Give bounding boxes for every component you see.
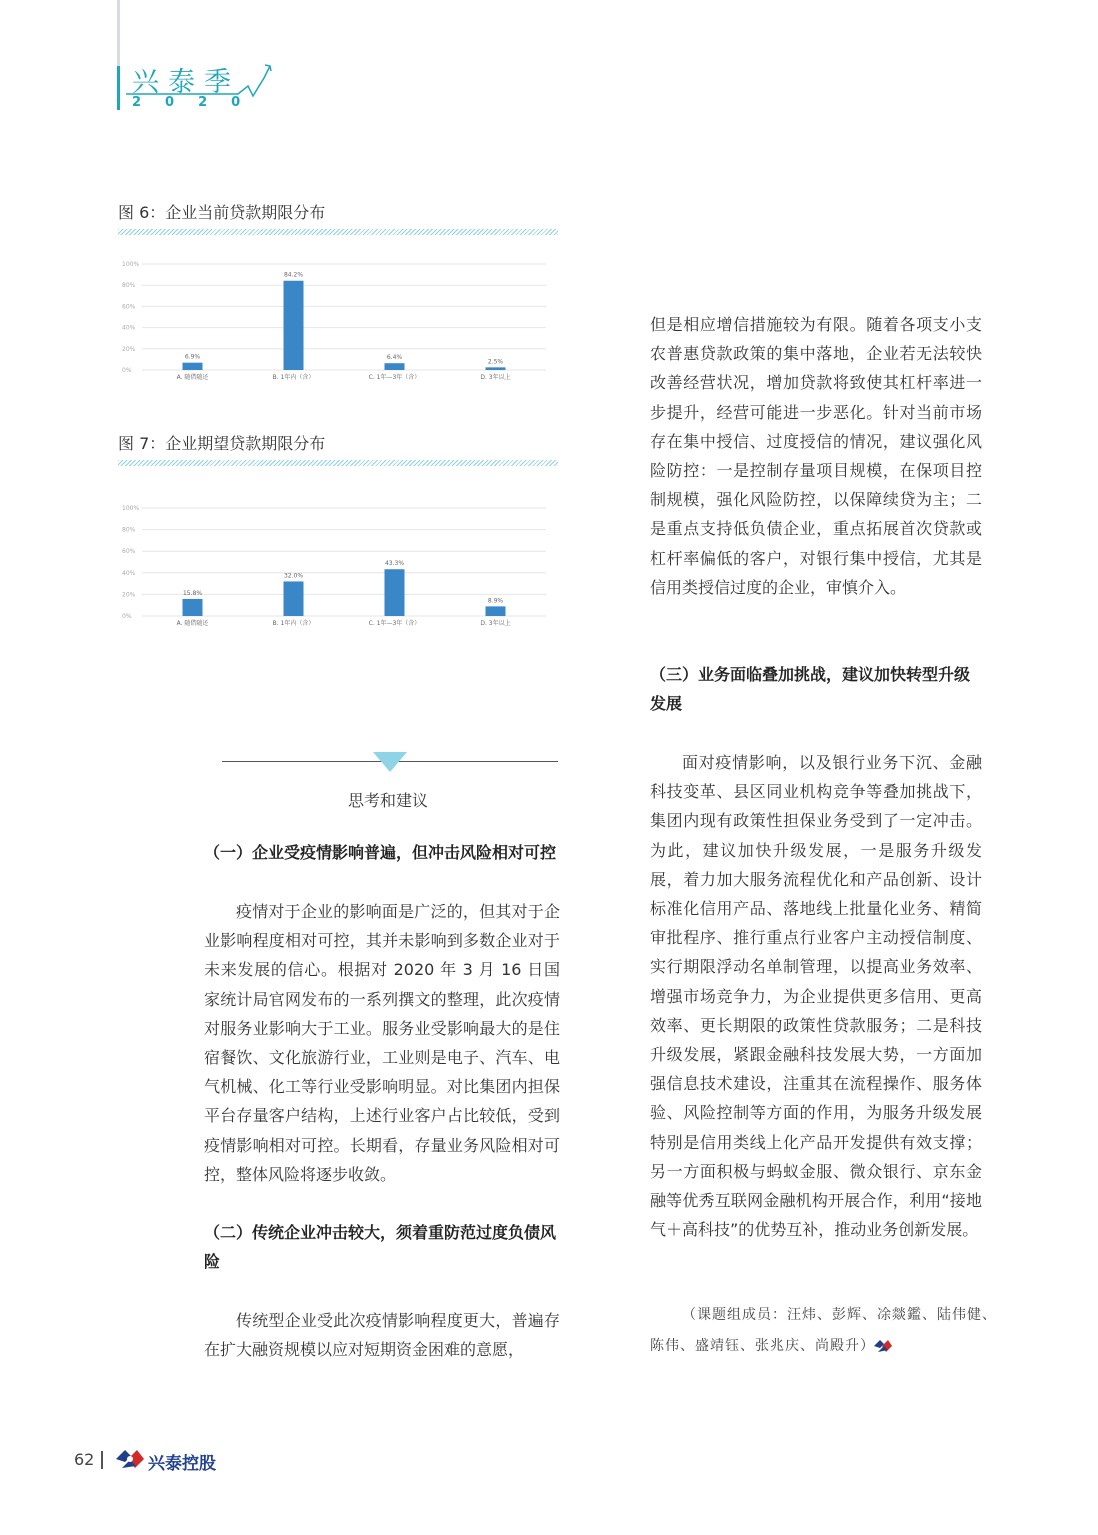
- heading-3: （三）业务面临叠加挑战，建议加快转型升级发展: [650, 665, 971, 713]
- x-category-label: D. 3年以上: [480, 374, 511, 381]
- figure-6-bar-chart: [118, 254, 558, 394]
- figure-7-divider: [118, 460, 558, 466]
- paragraph-2: 传统型企业受此次疫情影响程度更大，普遍存在扩大融资规模以应对短期资金困难的意愿，: [204, 1311, 560, 1360]
- bar: [385, 363, 405, 370]
- x-category-label: C. 1年—3年（含）: [368, 620, 421, 627]
- magazine-title: 兴泰季: [132, 67, 240, 98]
- bar: [486, 606, 506, 616]
- credit-line-2: 陈伟、盛靖钰、张兆庆、尚殿升）: [650, 1338, 875, 1354]
- x-category-label: C. 1年—3年（含）: [368, 374, 421, 381]
- magazine-year: 2020: [132, 95, 265, 110]
- figure-7-title: 图 7：企业期望贷款期限分布: [118, 434, 326, 453]
- y-tick-label: 0%: [122, 367, 132, 374]
- x-category-label: D. 3年以上: [480, 620, 511, 627]
- y-tick-label: 0%: [122, 613, 132, 620]
- bar-value-label: 84.2%: [283, 271, 304, 279]
- bar: [385, 569, 405, 616]
- figure-6-title: 图 6：企业当前贷款期限分布: [118, 203, 326, 222]
- paragraph-continued: 但是相应增信措施较为有限。随着各项支小支农普惠贷款政策的集中落地，企业若无法较快改善经营状况，增加贷款将致使其杠杆率进一步提升，经营可能进一步恶化。针对当前市场存在集中授信、过度授信的情况，建议强化风险防控：一是控制存量项目规模，在保项目控制规模，强化风险防控，以保障续贷为主；二是重点支持低负债企业，重点拓展首次贷款或杠杆率偏低的客户，对银行集中授信，尤其是信用类授信过度的企业，审慎介入。: [650, 315, 982, 597]
- bar-value-label: 6.9%: [184, 353, 201, 361]
- footer-company-name: 兴泰控股: [148, 1454, 216, 1474]
- y-tick-label: 100%: [122, 261, 140, 268]
- bar-value-label: 32.0%: [283, 572, 304, 580]
- y-tick-label: 60%: [122, 303, 136, 311]
- bar-value-label: 2.5%: [487, 358, 504, 366]
- y-tick-label: 100%: [122, 505, 140, 512]
- bar: [486, 367, 506, 370]
- x-category-label: A. 随借随还: [176, 620, 209, 627]
- y-tick-label: 60%: [122, 548, 136, 556]
- bar-value-label: 43.3%: [384, 560, 405, 568]
- section-title: 思考和建议: [348, 791, 429, 810]
- bar: [284, 581, 304, 616]
- y-tick-label: 40%: [122, 569, 136, 577]
- paragraph-1: 疫情对于企业的影响面是广泛的，但其对于企业影响程度相对可控，其并未影响到多数企业对于未来发展的信心。根据对 2020 年 3 月 16 日国家统计局官网发布的一系列撰文的整理，此次疫情对服务业影响大于工业。服务业受影响最大的是住宿餐饮、文化旅游行业，工业则是电子、汽车、电气机械、化工等行业受影响明显。对比集团内担保平台存量客户结构，上述行业客户占比较低，受到疫情影响相对可控。长期看，存量业务风险相对可控，整体风险将逐步收敛。: [204, 902, 560, 1184]
- bar: [183, 599, 203, 616]
- heading-2: （二）传统企业冲击较大，须着重防范过度负债风险: [204, 1223, 557, 1271]
- bar: [284, 281, 304, 370]
- heading-1: （一）企业受疫情影响普遍，但冲击风险相对可控: [204, 843, 557, 862]
- figure-6-divider: [118, 229, 558, 235]
- y-tick-label: 80%: [122, 282, 136, 290]
- y-tick-label: 20%: [122, 345, 136, 353]
- bar: [183, 363, 203, 370]
- bar-value-label: 15.8%: [182, 589, 203, 597]
- bar-value-label: 6.4%: [386, 354, 403, 362]
- footer-separator: [101, 1451, 103, 1469]
- bar-value-label: 8.9%: [487, 597, 504, 605]
- page-number: 62: [74, 1450, 95, 1469]
- y-tick-label: 20%: [122, 591, 136, 599]
- x-category-label: B. 1年内（含）: [272, 374, 315, 381]
- paragraph-3: 面对疫情影响，以及银行业务下沉、金融科技变革、县区同业机构竞争等叠加挑战下，集团内现有政策性担保业务受到了一定冲击。为此，建议加快升级发展，一是服务升级发展，着力加大服务流程优化和产品创新、设计标准化信用产品、落地线上批量化业务、精简审批程序、推行重点行业客户主动授信制度、实行期限浮动名单制管理，以提高业务效率、增强市场竞争力，为企业提供更多信用、更高效率、更长期限的政策性贷款服务；二是科技升级发展，紧跟金融科技发展大势，一方面加强信息技术建设，注重其在流程操作、服务体验、风险控制等方面的作用，为服务升级发展特别是信用类线上化产品开发提供有效支撑；另一方面积极与蚂蚁金服、微众银行、京东金融等优秀互联网金融机构开展合作，利用“接地气＋高科技”的优势互补，推动业务创新发展。: [650, 753, 982, 1240]
- triangle-marker-icon: [373, 752, 407, 774]
- company-logo-icon: [114, 1447, 146, 1471]
- x-category-label: A. 随借随还: [176, 374, 209, 381]
- y-tick-label: 80%: [122, 526, 136, 534]
- x-category-label: B. 1年内（含）: [272, 620, 315, 627]
- company-logo-icon: [872, 1338, 894, 1354]
- credit-line-1: （课题组成员：汪炜、彭辉、凃燚鑑、陆伟健、: [682, 1307, 997, 1323]
- figure-7-bar-chart: [118, 498, 558, 640]
- y-tick-label: 40%: [122, 324, 136, 332]
- trend-arrow-icon: [118, 56, 278, 106]
